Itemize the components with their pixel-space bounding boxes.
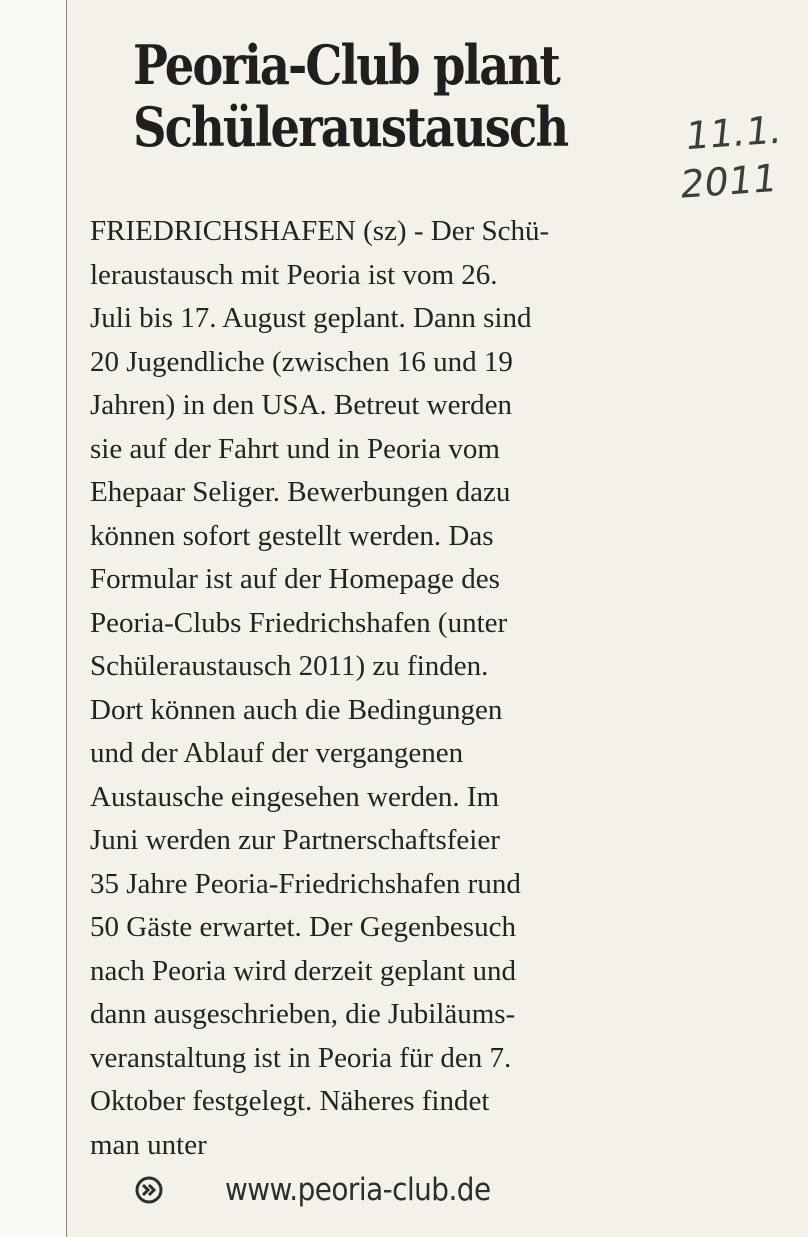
body-line: können sofort gestellt werden. Das — [90, 519, 494, 552]
body-line: Austausche eingesehen werden. Im — [90, 780, 500, 813]
body-line: sie auf der Fahrt und in Peoria vom — [90, 432, 500, 465]
article-headline — [133, 34, 567, 158]
body-line: Oktober festgelegt. Näheres findet — [90, 1085, 490, 1117]
body-line: FRIEDRICHSHAFEN (sz) - Der Schü- — [90, 215, 550, 247]
handwritten-date-line: 2011 — [678, 155, 780, 207]
body-line: Juni werden zur Partnerschaftsfeier — [90, 824, 500, 856]
body-line: nach Peoria wird derzeit geplant und — [90, 954, 516, 987]
handwritten-date — [678, 104, 800, 209]
headline-line: Peoria-Club plant — [133, 33, 559, 97]
double-chevron-circle-icon — [135, 1176, 163, 1204]
website-reference — [135, 1170, 595, 1210]
body-line: Schüleraustausch 2011) zu finden. — [90, 650, 489, 682]
body-line: 50 Gäste erwartet. Der Gegenbesuch — [90, 911, 516, 943]
body-line: 35 Jahre Peoria-Friedrichshafen rund — [90, 867, 521, 900]
body-line: leraustausch mit Peoria ist vom 26. — [90, 258, 498, 291]
body-line: Ehepaar Seliger. Bewerbungen dazu — [90, 476, 511, 508]
body-line: dann ausgeschrieben, die Jubiläums- — [90, 998, 516, 1030]
show-through-text — [680, 2, 687, 46]
body-line: Juli bis 17. August geplant. Dann sind — [90, 302, 532, 334]
body-line: Peoria-Clubs Friedrichshafen (unter — [90, 606, 508, 639]
body-line: Jahren) in den USA. Betreut werden — [90, 389, 512, 421]
article-body — [90, 210, 680, 1167]
page-margin — [0, 0, 67, 1237]
body-line: Formular ist auf der Homepage des — [90, 563, 500, 595]
body-line: man unter — [90, 1128, 207, 1161]
body-line: Dort können auch die Bedingungen — [90, 693, 503, 726]
website-url[interactable]: www.peoria-club.de — [225, 1172, 491, 1208]
headline-line: Schüleraustausch — [133, 95, 568, 159]
body-line: 20 Jugendliche (zwischen 16 und 19 — [90, 345, 513, 378]
handwritten-date-line: 11.1. — [683, 107, 785, 159]
body-line: veranstaltung ist in Peoria für den 7. — [90, 1041, 512, 1074]
body-line: und der Ablauf der vergangenen — [90, 737, 464, 769]
